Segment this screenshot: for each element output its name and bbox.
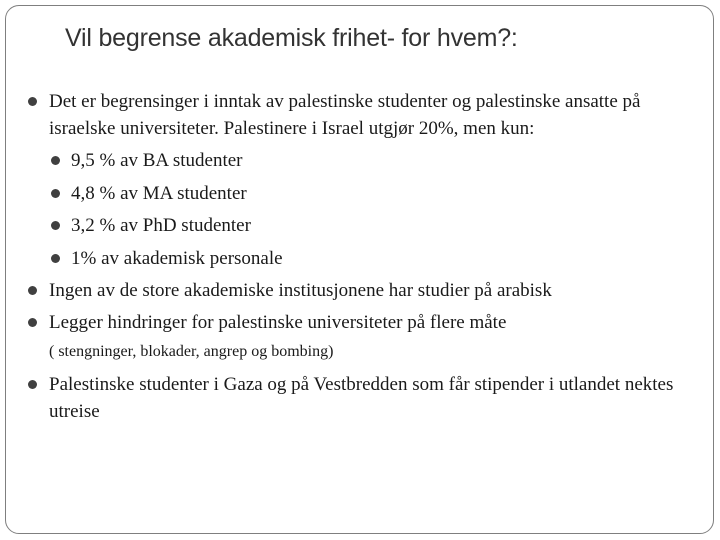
bullet-dot-icon	[28, 97, 37, 106]
sub-bullet-text: 4,8 % av MA studenter	[71, 182, 247, 204]
bullet-dot-icon	[51, 254, 60, 263]
sub-bullet-item	[26, 180, 676, 207]
bullet-text: Ingen av de store akademiske institusjonene har studier på arabisk	[49, 280, 552, 301]
sub-bullet-text: 9,5 % av BA studenter	[71, 150, 243, 171]
bullet-dot-icon	[28, 318, 37, 327]
slide-body	[26, 88, 676, 430]
sub-bullet-text: 1% av akademisk personale	[71, 247, 283, 269]
bullet-dot-icon	[51, 221, 60, 230]
bullet-item	[26, 309, 676, 336]
bullet-dot-icon	[51, 156, 60, 165]
bullet-text: Legger hindringer for palestinske universiteter på flere måte	[49, 312, 507, 333]
sub-bullet-item	[26, 147, 676, 174]
sub-bullet-text: 3,2 % av PhD studenter	[71, 215, 251, 236]
bullet-item	[26, 88, 676, 142]
bullet-item	[26, 277, 676, 304]
bullet-text: Palestinske studenter i Gaza og på Vestbredden som får stipender i utlandet nektes utreise	[49, 374, 674, 422]
bullet-dot-icon	[28, 380, 37, 389]
slide-title: Vil begrense akademisk frihet- for hvem?:	[65, 24, 518, 52]
bullet-item	[26, 371, 676, 425]
bullet-text: Det er begrensinger i inntak av palestinske studenter og palestinske ansatte på israelske universiteter. Palestinere i Israel utgjør 20%, men kun:	[49, 91, 641, 139]
bullet-dot-icon	[51, 189, 60, 198]
sub-bullet-item	[26, 245, 676, 272]
bullet-note: ( stengninger, blokader, angrep og bombing)	[49, 343, 334, 360]
sub-bullet-item	[26, 212, 676, 239]
bullet-dot-icon	[28, 286, 37, 295]
